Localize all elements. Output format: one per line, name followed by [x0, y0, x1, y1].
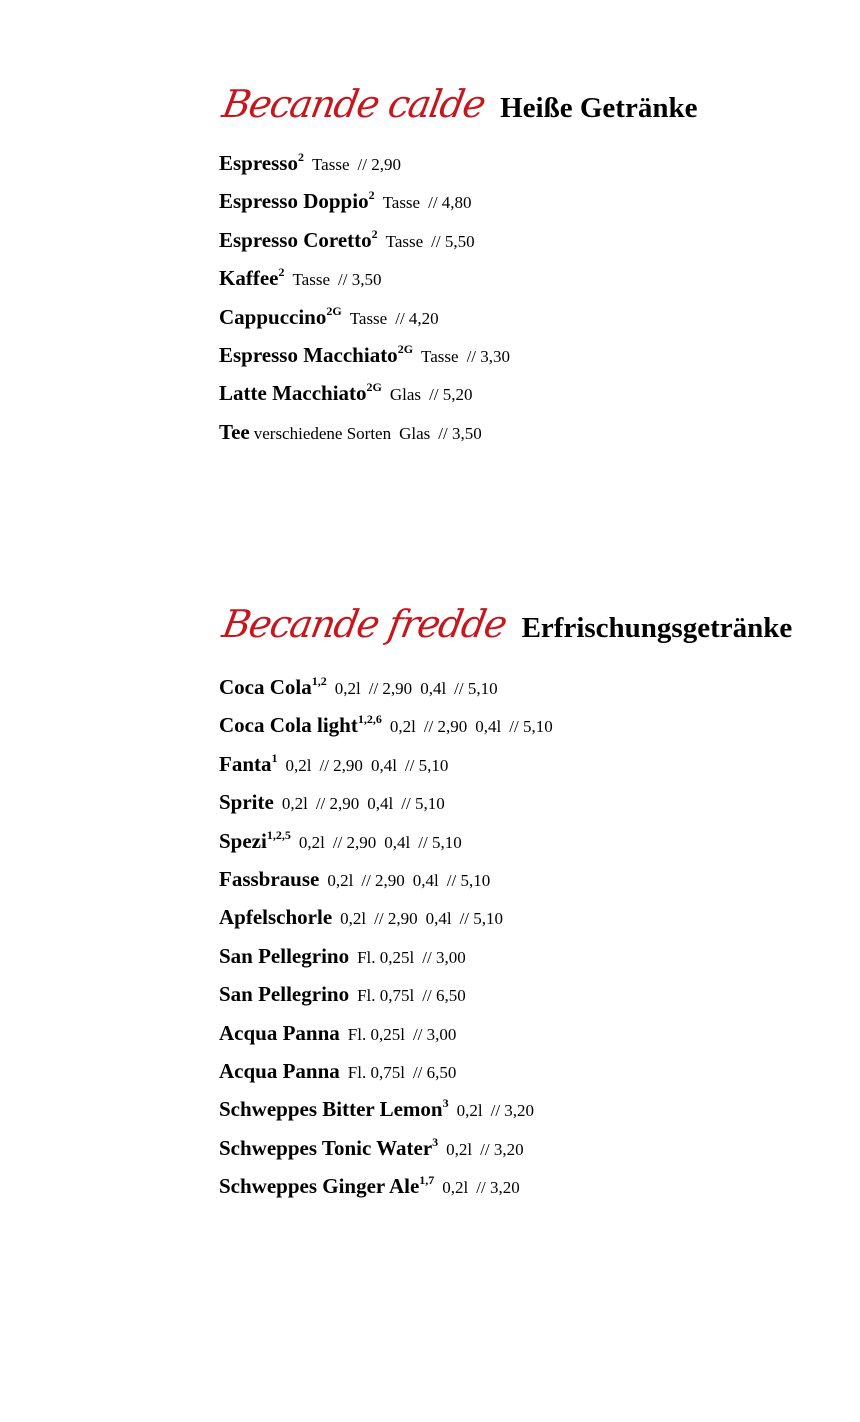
- item-size: Glas: [389, 385, 422, 405]
- item-size: 0,4l: [370, 755, 397, 775]
- allergen-note: 2G: [326, 303, 342, 318]
- menu-item: [219, 374, 839, 412]
- item-name: Fassbrause: [219, 866, 320, 891]
- item-name: Apfelschorle: [219, 905, 333, 930]
- item-size: 0,2l: [442, 1178, 469, 1198]
- item-size: Tasse: [311, 155, 350, 174]
- hot-drinks-title: Heiße Getränke: [500, 92, 698, 124]
- item-size: Tasse: [382, 193, 421, 213]
- item-name: Schweppes Ginger Ale: [219, 1174, 420, 1199]
- hot-drinks-script-title: Becande calde: [219, 82, 489, 126]
- item-name: Cappuccino: [219, 304, 327, 329]
- menu-item: [219, 1129, 839, 1167]
- menu-item: [219, 668, 839, 706]
- item-price: // 3,50: [338, 270, 382, 290]
- item-size: 0,4l: [425, 909, 452, 929]
- allergen-note: 1,2,6: [357, 712, 382, 727]
- item-name: Latte Macchiato: [219, 381, 367, 406]
- item-price: // 6,50: [412, 1062, 457, 1082]
- item-price: // 2,90: [315, 794, 360, 814]
- item-size: 0,4l: [420, 679, 447, 698]
- item-name: Spezi: [219, 828, 267, 853]
- item-name: Coca Cola light: [219, 713, 358, 738]
- cold-drinks-title: Erfrischungsgetränke: [521, 612, 793, 644]
- item-name: Kaffee: [219, 266, 279, 291]
- item-name: Acqua Panna: [219, 1058, 340, 1083]
- item-size: 0,2l: [281, 794, 308, 814]
- item-description: verschiedene Sorten: [253, 423, 392, 443]
- allergen-note: 2: [371, 226, 378, 241]
- menu-item: [219, 783, 839, 821]
- item-price: // 2,90: [361, 870, 405, 890]
- item-price: // 4,80: [428, 193, 472, 213]
- menu-item: [219, 975, 839, 1013]
- item-size: Fl. 0,25l: [347, 1024, 405, 1044]
- item-price: // 2,90: [423, 717, 468, 737]
- item-price: // 3,00: [412, 1024, 457, 1044]
- item-size: 0,4l: [412, 870, 439, 890]
- allergen-note: 1,2,5: [266, 827, 291, 842]
- item-name: Acqua Panna: [219, 1020, 340, 1045]
- menu-item: [219, 221, 839, 259]
- cold-drinks-list: [219, 668, 839, 1205]
- item-price: // 3,20: [476, 1178, 520, 1198]
- menu-item: [219, 822, 839, 860]
- allergen-note: 3: [442, 1096, 449, 1111]
- allergen-note: 3: [432, 1134, 439, 1149]
- hot-drinks-section: [219, 82, 839, 451]
- item-size: Tasse: [385, 231, 424, 251]
- item-size: 0,4l: [384, 832, 411, 852]
- item-price: // 2,90: [357, 155, 401, 174]
- item-size: 0,4l: [475, 717, 502, 737]
- item-price: // 4,20: [395, 308, 439, 328]
- item-price: // 3,20: [490, 1101, 535, 1121]
- item-price: // 2,90: [368, 679, 413, 698]
- item-price: // 5,20: [429, 385, 473, 405]
- item-price: // 5,10: [418, 832, 462, 852]
- item-size: Tasse: [349, 308, 388, 328]
- item-size: Fl. 0,25l: [357, 947, 415, 967]
- menu-item: [219, 1090, 839, 1128]
- menu-item: [219, 298, 839, 336]
- menu-item: [219, 937, 839, 975]
- menu-item: [219, 182, 839, 220]
- item-size: 0,2l: [389, 717, 416, 737]
- item-price: // 3,30: [466, 346, 511, 366]
- allergen-note: 2: [297, 150, 304, 164]
- item-size: 0,4l: [367, 794, 394, 814]
- menu-item: [219, 745, 839, 783]
- item-price: // 3,00: [422, 947, 466, 967]
- menu-item: [219, 1052, 839, 1090]
- item-name: Espresso Macchiato: [219, 342, 398, 367]
- item-price: // 3,20: [480, 1139, 524, 1159]
- menu-item: [219, 259, 839, 297]
- allergen-note: 2G: [366, 380, 382, 395]
- item-size: Tasse: [292, 270, 330, 290]
- item-name: Schweppes Bitter Lemon: [219, 1097, 443, 1122]
- item-price: // 6,50: [422, 986, 466, 1006]
- item-size: 0,2l: [446, 1139, 473, 1159]
- menu-item: [219, 336, 839, 374]
- menu-item: [219, 413, 839, 451]
- cold-drinks-script-title: Becande fredde: [219, 602, 510, 646]
- item-name: Fanta: [219, 751, 272, 776]
- menu-item: [219, 706, 839, 744]
- item-name: San Pellegrino: [219, 943, 350, 968]
- item-size: 0,2l: [285, 755, 312, 775]
- item-price: // 3,50: [438, 423, 482, 443]
- item-size: 0,2l: [456, 1101, 483, 1121]
- menu-item: [219, 1167, 839, 1205]
- item-price: // 2,90: [319, 755, 363, 775]
- cold-drinks-heading: [219, 602, 839, 646]
- hot-drinks-list: [219, 144, 839, 451]
- item-price: // 2,90: [374, 909, 418, 929]
- menu-item: [219, 898, 839, 936]
- item-size: 0,2l: [334, 679, 361, 698]
- hot-drinks-heading: [219, 82, 839, 126]
- item-name: Espresso: [219, 151, 298, 175]
- item-price: // 5,10: [509, 717, 553, 737]
- item-name: Coca Cola: [219, 675, 312, 699]
- menu-item: [219, 860, 839, 898]
- item-price: // 5,10: [454, 679, 498, 698]
- item-name: San Pellegrino: [219, 982, 350, 1007]
- item-size: Glas: [399, 423, 431, 443]
- item-price: // 5,10: [401, 794, 445, 814]
- item-name: Schweppes Tonic Water: [219, 1135, 433, 1160]
- item-size: 0,2l: [340, 909, 367, 929]
- item-price: // 5,50: [431, 231, 475, 251]
- item-name: Espresso Coretto: [219, 227, 372, 252]
- allergen-note: 1,7: [419, 1173, 435, 1188]
- allergen-note: 2: [368, 188, 375, 203]
- item-price: // 5,10: [446, 870, 491, 890]
- item-price: // 2,90: [332, 832, 377, 852]
- item-size: 0,2l: [298, 832, 325, 852]
- allergen-note: 2: [278, 265, 285, 280]
- allergen-note: 1,2: [311, 674, 327, 688]
- item-size: 0,2l: [327, 870, 354, 890]
- cold-drinks-section: [219, 602, 839, 1205]
- item-price: // 5,10: [404, 755, 449, 775]
- item-size: Fl. 0,75l: [357, 986, 415, 1006]
- allergen-note: 2G: [397, 341, 414, 356]
- item-name: Sprite: [219, 790, 274, 815]
- item-price: // 5,10: [459, 909, 504, 929]
- item-size: Tasse: [421, 346, 459, 366]
- item-name: Espresso Doppio: [219, 189, 369, 214]
- item-name: Tee: [219, 419, 250, 444]
- item-size: Fl. 0,75l: [347, 1062, 405, 1082]
- allergen-note: 1: [271, 750, 278, 765]
- menu-item: [219, 144, 839, 182]
- menu-item: [219, 1014, 839, 1052]
